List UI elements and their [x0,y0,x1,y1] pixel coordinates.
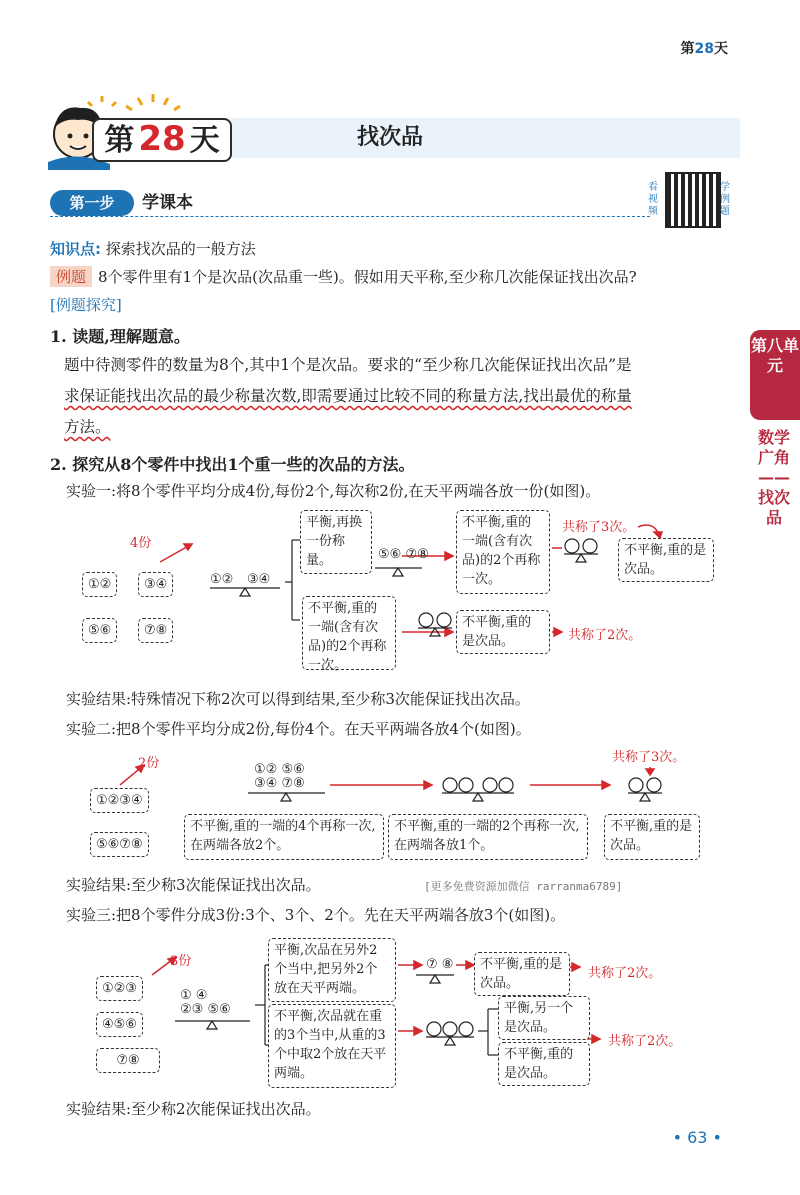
exp1-box-unbalanced-b: 不平衡,重的一端(含有次品)的2个再称一次。 [302,596,396,670]
exp1-total-2: 共称了2次。 [568,628,642,643]
example [50,266,637,287]
watermark: [更多免费资源加微信 rarranma6789] [424,880,623,893]
exp3-total-b: 共称了2次。 [608,1034,682,1049]
title-band [230,118,740,158]
side-tab-subtitle: 数学广角——找次品 [757,428,790,527]
exp1-desc: 实验一:将8个零件平均分成4份,每份2个,每次称2份,在天平两端各放一份(如图)。 [66,482,601,500]
section1-title: 1. 读题,理解题意。 [50,327,190,346]
knowledge-label: 知识点: [50,240,101,258]
exp3-box-balanced: 平衡,次品在另外2个当中,把另外2个放在天平两端。 [268,938,396,1002]
exp3-box-heavy-a: 不平衡,重的是次品。 [474,952,570,996]
step-title: 学课本 [142,193,193,213]
day-badge-tian: 天 [189,123,220,158]
exp1-total-3: 共称了3次。 [562,520,636,535]
exp1-box-unbalanced-a: 不平衡,重的一端(含有次品)的2个再称一次。 [456,510,550,594]
knowledge-text: 探索找次品的一般方法 [105,240,256,258]
sun-rays-icon [118,90,188,120]
day-badge-num: 28 [138,119,186,159]
exp1-group-4: ⑦⑧ [138,618,173,643]
qr-label-right: 学例题 [720,182,730,217]
exp2-group-1: ①②③④ [90,788,149,813]
exp1-portions: 4份 [130,536,152,551]
exp3-box-balanced-other: 平衡,另一个是次品。 [498,996,590,1040]
exp2-group-2: ⑤⑥⑦⑧ [90,832,149,857]
qr-code-icon[interactable] [665,172,721,228]
exp2-scale-top: ①② ⑤⑥ [254,762,305,777]
exp2-scale-bottom: ③④ ⑦⑧ [254,776,305,791]
example-tag: 例题 [50,266,92,287]
section1-line3: 方法。 [64,418,111,436]
step-divider [50,216,650,217]
header-day-suffix: 天 [714,41,728,57]
exp3-desc: 实验三:把8个零件分成3份:3个、3个、2个。先在天平两端各放3个(如图)。 [66,906,566,924]
knowledge-point [50,238,256,259]
exp3-total-a: 共称了2次。 [588,966,662,981]
section1-line1: 题中待测零件的数量为8个,其中1个是次品。要求的“至少称几次能保证找出次品”是 [64,356,632,374]
qr-label-left: 看视频 [648,182,658,217]
header-day [681,38,728,58]
exp2-desc: 实验二:把8个零件平均分成2份,每份4个。在天平两端各放4个(如图)。 [66,720,531,738]
exp3-reweigh: ⑦ ⑧ [426,957,454,972]
exp1-box-heavy-a: 不平衡,重的是次品。 [618,538,714,582]
exp3-group-3: ⑦⑧ [96,1048,160,1073]
page-title: 找次品 [356,125,423,150]
exp1-group-3: ⑤⑥ [82,618,117,643]
header-day-prefix: 第 [680,41,695,57]
exp1-result: 实验结果:特殊情况下称2次可以得到结果,至少称3次能保证找出次品。 [66,690,530,708]
exp2-result: 实验结果:至少称3次能保证找出次品。 [66,876,321,894]
exp1-diagram [70,510,760,680]
exp1-box-heavy-b: 不平衡,重的是次品。 [456,610,550,654]
step-pill: 第一步 [50,190,134,216]
header-day-num: 28 [694,41,714,57]
exp1-scale-left: ①② [210,572,234,587]
exp1-box-balanced: 平衡,再换一份称量。 [300,510,372,574]
day-badge [92,118,232,162]
exp3-group-2: ④⑤⑥ [96,1012,143,1037]
exp3-portions: 3份 [170,954,192,969]
exp1-scale-right: ③④ [247,572,271,587]
day-badge-di: 第 [104,123,135,158]
exp3-box-unbalanced: 不平衡,次品就在重的3个当中,从重的3个中取2个放在天平两端。 [268,1004,396,1088]
exp1-group-1: ①② [82,572,117,597]
exp3-box-heavy-b: 不平衡,重的是次品。 [498,1042,590,1086]
page-number-value: 63 [687,1128,708,1147]
exp2-box-b: 不平衡,重的一端的2个再称一次,在两端各放1个。 [388,814,588,860]
exp3-group-1: ①②③ [96,976,143,1001]
side-tab-unit: 第八单元 [750,330,800,420]
exp2-total: 共称了3次。 [612,750,686,765]
exp2-box-a: 不平衡,重的一端的4个再称一次,在两端各放2个。 [184,814,384,860]
section2-title: 2. 探究从8个零件中找出1个重一些的次品的方法。 [50,455,415,474]
exp3-result: 实验结果:至少称2次能保证找出次品。 [66,1100,321,1118]
page-number: • 63 • [672,1128,722,1147]
example-text: 8个零件里有1个是次品(次品重一些)。假如用天平称,至少称几次能保证找出次品? [98,268,637,286]
exp2-box-c: 不平衡,重的是次品。 [604,814,700,860]
exp1-group-2: ③④ [138,572,173,597]
exp3-scale-bottom: ②③ ⑤⑥ [180,1002,231,1017]
exp1-reweigh: ⑤⑥ ⑦⑧ [378,547,429,562]
explore-label: [例题探究] [50,296,122,314]
exp3-scale-top: ① ④ [180,988,208,1003]
exp2-portions: 2份 [138,756,160,771]
section1-line2: 求保证能找出次品的最少称量次数,即需要通过比较不同的称量方法,找出最优的称量 [64,387,632,405]
